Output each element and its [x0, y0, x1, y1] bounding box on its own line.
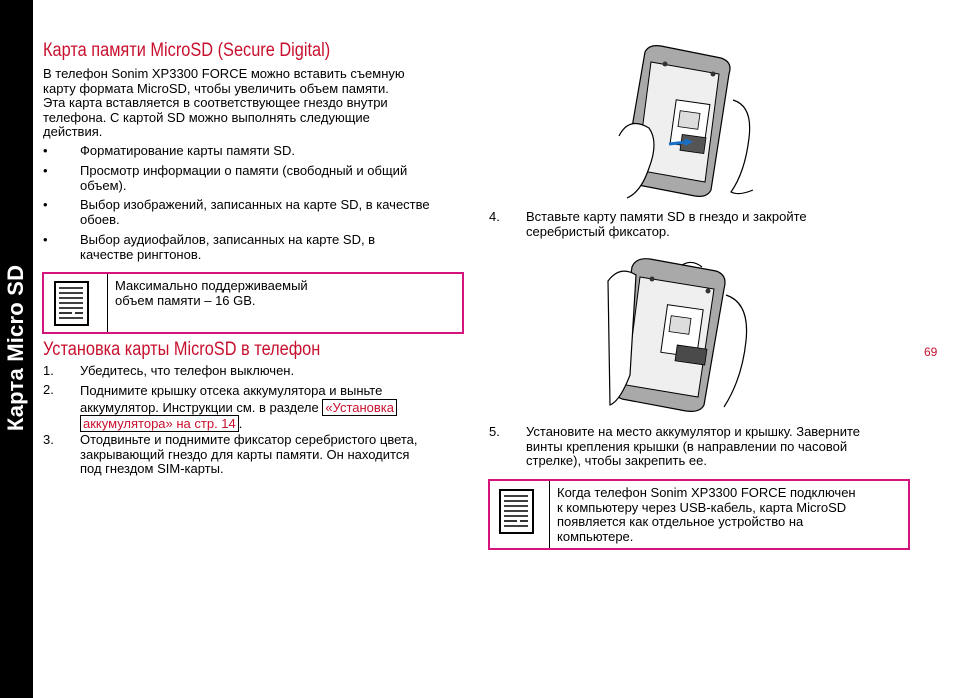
- note-box-usb: [488, 479, 910, 550]
- bullet-item: [80, 233, 375, 262]
- bullet-marker: •: [43, 232, 48, 247]
- step-line: стрелке), чтобы закрепить ее.: [526, 453, 707, 468]
- step-1-text: Убедитесь, что телефон выключен.: [80, 363, 295, 378]
- phone-card-inserted-illustration: [606, 255, 754, 415]
- note-text: [557, 486, 856, 544]
- note-line: к компьютеру через USB-кабель, карта MicroSD: [557, 499, 847, 515]
- note-line: Максимально поддерживаемый: [115, 278, 308, 293]
- bullet-marker: •: [43, 163, 48, 178]
- note-icon-cell: [44, 274, 108, 332]
- bullet-item: [80, 144, 295, 159]
- step-number: 4.: [489, 209, 500, 224]
- bullet-line: Форматирование карты памяти SD.: [80, 143, 295, 158]
- step-line: Поднимите крышку отсека аккумулятора и выньте: [80, 383, 383, 398]
- battery-install-link-cont[interactable]: аккумулятора» на стр. 14: [80, 415, 239, 432]
- note-line: компьютере.: [557, 528, 634, 544]
- step-line-text: .: [238, 416, 243, 431]
- step-number: 2.: [43, 382, 54, 397]
- step-number: 1.: [43, 363, 54, 378]
- bullet-marker: •: [43, 197, 48, 212]
- note-document-icon: [44, 274, 107, 332]
- note-box-memory: [42, 272, 464, 334]
- bullet-item: [80, 198, 430, 227]
- step-2-text: [80, 383, 397, 433]
- intro-line: карту формата MicroSD, чтобы увеличить объем памяти.: [43, 80, 389, 96]
- intro-line: телефона. С картой SD можно выполнять следующие: [43, 109, 370, 125]
- bullet-marker: •: [43, 143, 48, 158]
- chapter-sidebar: [0, 0, 33, 698]
- step-number: 3.: [43, 432, 54, 447]
- step-line: Установите на место аккумулятор и крышку. Заверните: [526, 424, 861, 439]
- note-line: появляется как отдельное устройство на: [557, 514, 804, 529]
- bullet-line: Просмотр информации о памяти (свободный и общий: [80, 163, 408, 178]
- intro-line: В телефон Sonim XP3300 FORCE можно вставить съемную: [43, 66, 405, 81]
- section-heading-install: Установка карты MicroSD в телефон: [43, 339, 321, 360]
- step-line: винты крепления крышки (в направлении по часовой: [526, 438, 848, 454]
- bullet-line: Выбор аудиофайлов, записанных на карте SD, в: [80, 232, 376, 247]
- step-line: серебристый фиксатор.: [526, 223, 670, 239]
- note-line: Когда телефон Sonim XP3300 FORCE подключен: [557, 485, 856, 500]
- note-icon-cell: [490, 481, 550, 548]
- note-line: объем памяти – 16 GB.: [115, 292, 256, 308]
- step-4-text: [526, 210, 807, 239]
- step-line: Отодвиньте и поднимите фиксатор серебристого цвета,: [80, 432, 418, 447]
- bullet-line: качестве рингтонов.: [80, 246, 202, 262]
- step-line: [80, 416, 397, 433]
- step-line: [80, 400, 397, 417]
- step-line: Вставьте карту памяти SD в гнездо и закройте: [526, 209, 807, 224]
- step-line: под гнездом SIM-карты.: [80, 461, 224, 476]
- step-3-text: [80, 433, 418, 477]
- battery-install-link[interactable]: «Установка: [322, 399, 397, 416]
- chapter-title: Карта Micro SD: [3, 264, 28, 432]
- phone-open-slot-illustration: [615, 42, 755, 200]
- step-line: закрывающий гнездо для карты памяти. Он находится: [80, 446, 410, 462]
- step-5-text: [526, 425, 860, 469]
- note-text: [115, 279, 308, 308]
- note-document-icon: [490, 481, 549, 548]
- section-heading-microsd: Карта памяти MicroSD (Secure Digital): [43, 40, 331, 61]
- bullet-line: обоев.: [80, 211, 120, 227]
- bullet-line: объем).: [80, 177, 127, 193]
- intro-line: действия.: [43, 124, 103, 139]
- intro-paragraph: [43, 67, 405, 140]
- bullet-line: Выбор изображений, записанных на карте SD, в качестве: [80, 197, 430, 212]
- page-number: 69: [924, 345, 938, 359]
- step-number: 5.: [489, 424, 500, 439]
- bullet-item: [80, 164, 407, 193]
- intro-line: Эта карта вставляется в соответствующее гнездо внутри: [43, 95, 388, 110]
- step-line-text: аккумулятор. Инструкции см. в разделе: [80, 399, 323, 415]
